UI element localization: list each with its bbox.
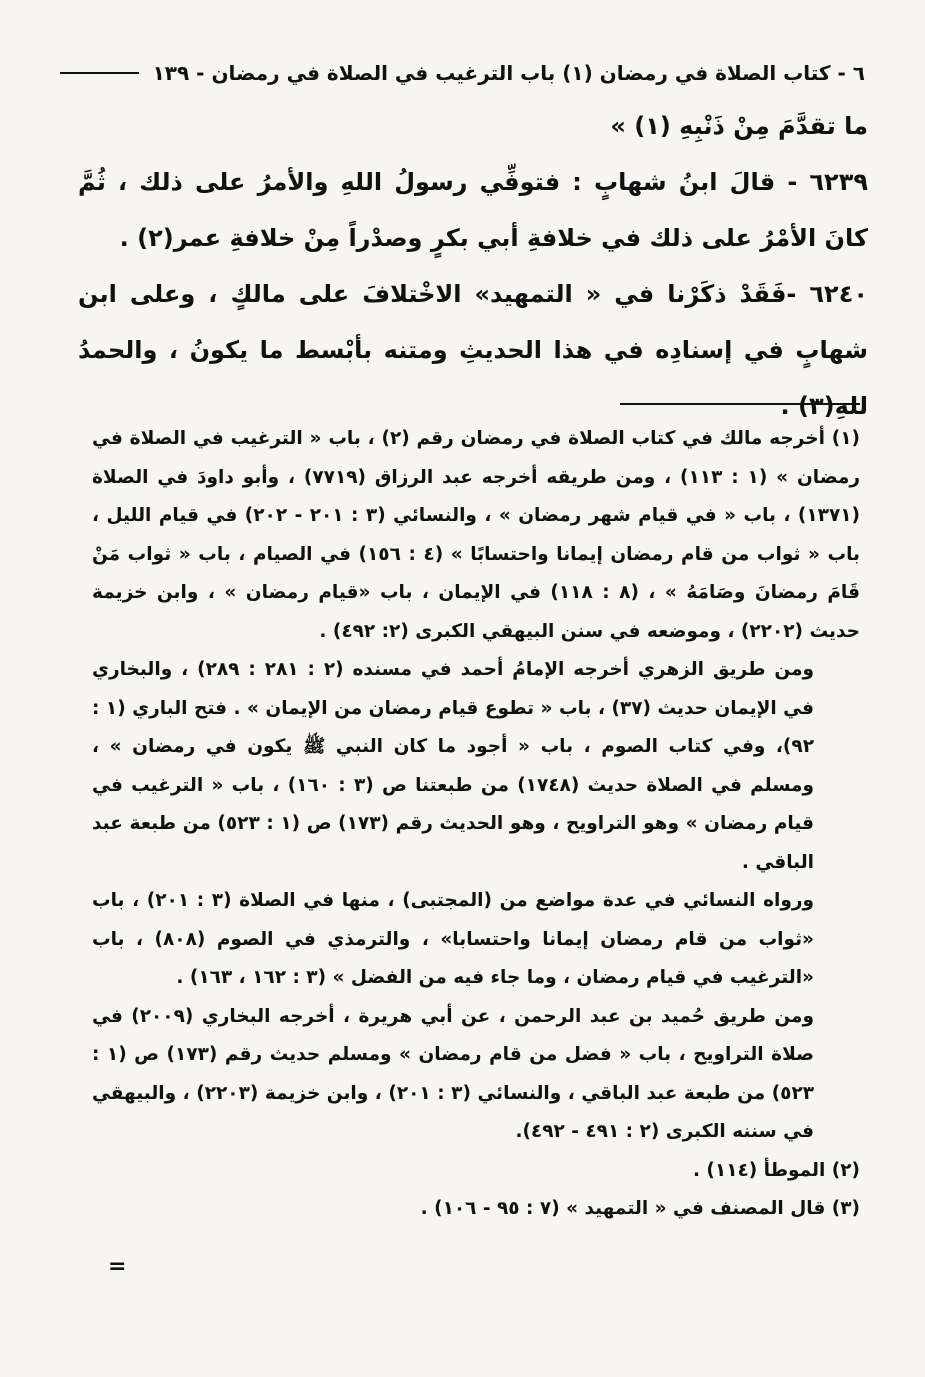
footnote-continuation: ورواه النسائي في عدة مواضع من (المجتبى) ، منها في الصلاة (٣ : ٢٠١) ، باب «ثواب من قام رمضان إيمانا واحتسابا» ، والترمذي في الصوم (٨٠٨) ، باب «الترغيب في قيام رمضان ، وما جاء فيه من الفضل » (٣ : ١٦٢ ، ١٦٣) .	[92, 890, 814, 988]
footnote: (٣) قال المصنف في « التمهيد » (٧ : ٩٥ - ١٠٦) .	[420, 1198, 860, 1219]
continuation-mark: =	[108, 1254, 127, 1279]
footnote-separator	[620, 403, 860, 405]
footnote-continuation: ومن طريق الزهري أخرجه الإمامُ أحمد في مسنده (٢ : ٢٨١ : ٢٨٩) ، والبخاري في الإيمان حديث (٣٧) ، باب « تطوع قيام رمضان من الإيمان » . فتح الباري (١ : ٩٢)، وفي كتاب الصوم ، باب « أجود ما كان النبي ﷺ يكون في رمضان » ، ومسلم في الصلاة حديث (١٧٤٨) من طبعتنا ص (٣ : ١٦٠) ، باب « الترغيب في قيام رمضان » وهو التراويح ، وهو الحديث رقم (١٧٣) ص (١ : ٥٢٣) من طبعة عبد الباقي .	[92, 659, 815, 873]
main-text	[78, 98, 868, 434]
main-paragraph: ٦٢٣٩ - قالَ ابنُ شهابٍ : فتوفِّي رسولُ اللهِ والأمرُ على ذلك ، ثُمَّ كانَ الأمْرُ على ذلك في خلافةِ أبي بكرٍ وصدْراً مِنْ خلافةِ عمر(٢) .	[78, 168, 868, 252]
main-paragraph: ٦٢٤٠ -فَقَدْ ذكَرْنا في « التمهيد» الاخْتلافَ على مالكٍ ، وعلى ابن شهابٍ في إسنادِه في هذا الحديثِ ومتنه بأبْسط ما يكونُ ، والحمدُ للهِ(٣) .	[78, 280, 868, 420]
running-title: ٦ - كتاب الصلاة في رمضان (١) باب الترغيب في الصلاة في رمضان - ١٣٩	[152, 61, 865, 85]
footnote-continuation: ومن طريق حُميد بن عبد الرحمن ، عن أبي هريرة ، أخرجه البخاري (٢٠٠٩) في صلاة التراويح ، باب « فضل من قام رمضان » ومسلم حديث رقم (١٧٣) ص (١ : ٥٢٣) من طبعة عبد الباقي ، والنسائي (٣ : ٢٠١) ، وابن خزيمة (٢٢٠٣) ، والبيهقي في سننه الكبرى (٢ : ٤٩١ - ٤٩٢).	[92, 1005, 815, 1142]
header-rule	[60, 72, 139, 74]
footnote: (١) أخرجه مالك في كتاب الصلاة في رمضان رقم (٢) ، باب « الترغيب في الصلاة في رمضان » (١ : ١١٣) ، ومن طريقه أخرجه عبد الرزاق (٧٧١٩) ، وأبو داودَ في الصلاة (١٣٧١) ، باب « في قيام شهر رمضان » ، والنسائي (٣ : ٢٠١ - ٢٠٢) في قيام الليل ، باب « ثواب من قام رمضان إيمانا واحتسابًا » (٤ : ١٥٦) في الصيام ، باب « ثواب مَنْ قَامَ رمضانَ وصَامَهُ » ، (٨ : ١١٨) في الإيمان ، باب «قيام رمضان » ، وابن خزيمة حديث (٢٢٠٢) ، وموضعه في سنن البيهقي الكبرى (٢: ٤٩٢) .	[92, 428, 861, 642]
footnote: (٢) الموطأ (١١٤) .	[692, 1159, 860, 1181]
main-paragraph: ما تقدَّمَ مِنْ ذَنْبِهِ (١) »	[610, 112, 868, 140]
footnotes	[92, 420, 860, 1229]
running-header	[60, 58, 865, 88]
